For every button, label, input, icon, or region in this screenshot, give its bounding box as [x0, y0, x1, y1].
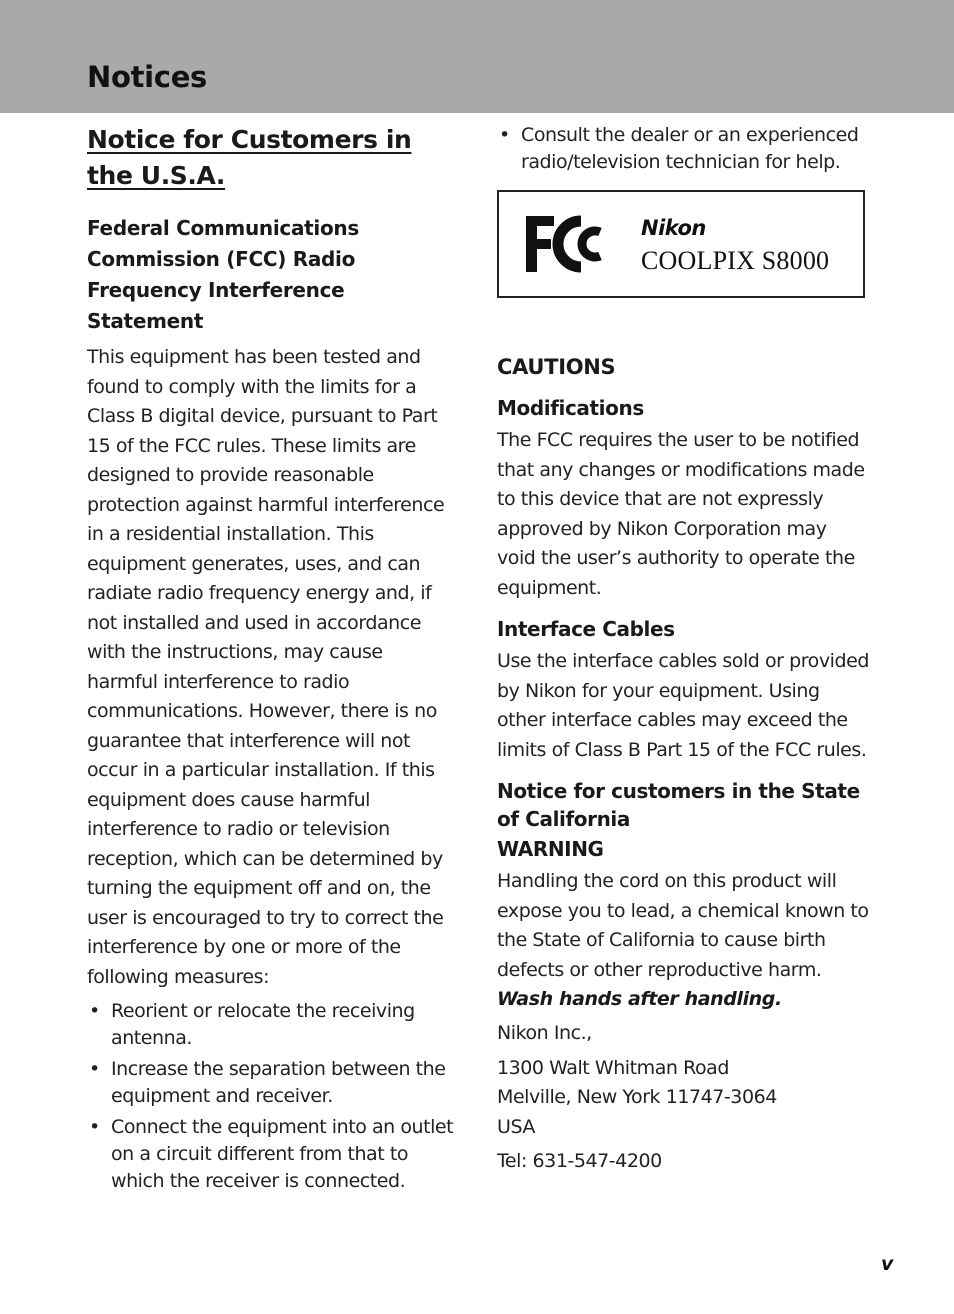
company-name: Nikon Inc.,: [497, 1022, 592, 1044]
california-heading: Notice for customers in the State of California: [497, 779, 860, 831]
model-name: COOLPIX S8000: [641, 246, 830, 275]
page-number: v: [881, 1253, 894, 1275]
bullet-icon: •: [499, 124, 510, 146]
modifications-heading: Modifications: [497, 396, 644, 420]
cautions-heading: CAUTIONS: [497, 355, 616, 379]
california-text: Handling the cord on this product will expose you to lead, a chemical known to the State of California to cause birth defects or other reproductive harm.: [497, 870, 869, 981]
left-column: [87, 122, 457, 1199]
brand-logo: Nikon: [641, 216, 706, 240]
bullet-icon: •: [89, 1058, 100, 1080]
fcc-label-box: [497, 190, 865, 298]
fcc-statement-heading: Federal Communications Commission (FCC) Radio Frequency Interference Statement: [87, 216, 359, 333]
right-column: [497, 122, 869, 1177]
header-band: [0, 0, 954, 113]
bullet-icon: •: [89, 1116, 100, 1138]
interface-cables-heading: Interface Cables: [497, 617, 675, 641]
telephone: Tel: 631-547-4200: [497, 1150, 662, 1172]
modifications-text: The FCC requires the user to be notified that any changes or modifications made to this device that are not expressly approved by Nikon Corporation may void the user’s authority to operate the equipment.: [497, 429, 865, 599]
fcc-logo-icon: [524, 214, 606, 274]
wash-hands-note: Wash hands after handling.: [497, 988, 782, 1010]
bullet-icon: •: [89, 1000, 100, 1022]
list-item: • Connect the equipment into an outlet on a circuit different from that to which the receiver is connected.: [89, 1116, 454, 1192]
address-street: 1300 Walt Whitman Road: [497, 1056, 729, 1079]
list-item: • Increase the separation between the equipment and receiver.: [89, 1058, 446, 1107]
warning-heading: WARNING: [497, 837, 604, 861]
interface-cables-text: Use the interface cables sold or provided by Nikon for your equipment. Using other interface cables may exceed the limits of Class B Part 15 of the FCC rules.: [497, 650, 869, 761]
address-country: USA: [497, 1115, 535, 1138]
measures-list-continued: [497, 122, 869, 176]
fcc-statement-paragraph: This equipment has been tested and found to comply with the limits for a Class B digital device, pursuant to Part 15 of the FCC rules. These limits are designed to provide reasonable protection against harmful interference in a residential installation. This equipment generates, uses, and can radiate radio frequency energy and, if not installed and used in accordance with the instructions, may cause harmful interference to radio communications. However, there is no guarantee that interference will not occur in a particular installation. If this equipment does cause harmful interference to radio or television reception, which can be determined by turning the equipment off and on, the user is encouraged to try to correct the interference by one or more of the following measures:: [87, 346, 445, 988]
list-item: • Consult the dealer or an experienced radio/television technician for help.: [499, 124, 859, 173]
section-heading-usa: Notice for Customers in the U.S.A.: [87, 125, 412, 190]
page-title: Notices: [87, 60, 208, 94]
address-city: Melville, New York 11747-3064: [497, 1086, 777, 1108]
list-item: • Reorient or relocate the receiving antenna.: [89, 1000, 415, 1049]
measures-list: [87, 998, 457, 1195]
